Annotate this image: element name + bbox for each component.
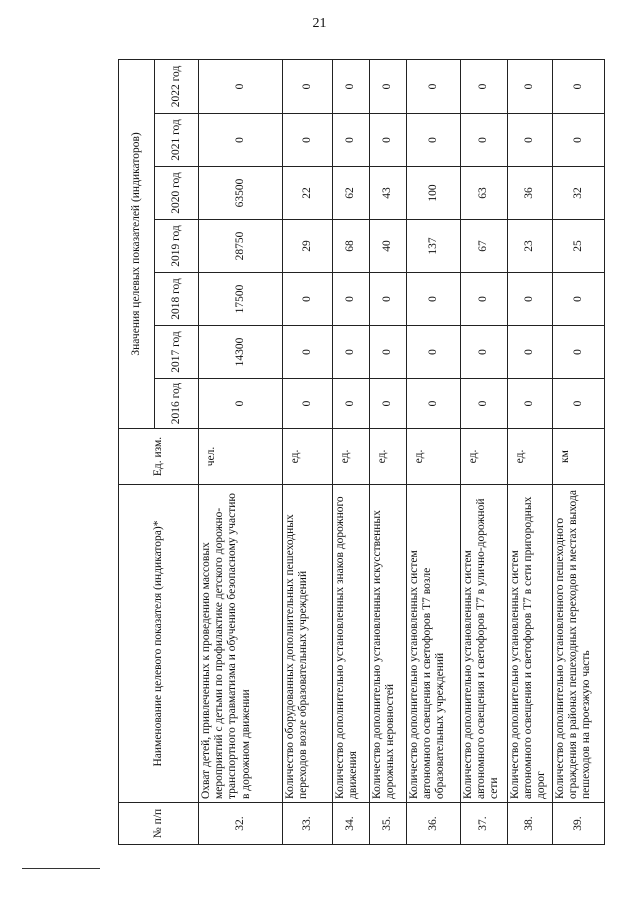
value-cell: 67 [461,220,508,273]
table-row [461,59,508,844]
header-year: 2022 год [155,59,199,113]
value-cell: 29 [283,220,333,273]
unit-cell: ед. [461,429,508,485]
value-cell: 43 [370,167,407,220]
header-year: 2017 год [155,326,199,379]
table-row [508,59,553,844]
value-cell: 0 [407,379,461,429]
value-cell: 0 [283,273,333,326]
table-row [553,59,605,844]
header-year: 2019 год [155,220,199,273]
rotated-table-container [118,60,593,845]
indicator-name: Охват детей, привлеченных к проведению массовых мероприятий с детьми по профилактике детского дорожно-транспортного травматизма и обучению безопасному участию в дорожном движении [199,485,283,803]
indicators-table [118,59,605,845]
value-cell: 0 [370,326,407,379]
row-number: 32. [199,803,283,845]
value-cell: 22 [283,167,333,220]
value-cell: 0 [508,326,553,379]
value-cell: 137 [407,220,461,273]
unit-cell: ед. [283,429,333,485]
header-num: № п/п [119,803,199,845]
value-cell: 0 [333,114,370,167]
table-row [333,59,370,844]
value-cell: 0 [333,273,370,326]
unit-cell: ед. [508,429,553,485]
value-cell: 0 [508,379,553,429]
value-cell: 40 [370,220,407,273]
header-unit: Ед. изм. [119,429,199,485]
value-cell: 63 [461,167,508,220]
value-cell: 0 [333,326,370,379]
header-year: 2016 год [155,379,199,429]
value-cell: 17500 [199,273,283,326]
row-number: 35. [370,803,407,845]
value-cell: 68 [333,220,370,273]
value-cell: 0 [553,59,605,113]
indicator-name: Количество дополнительно установленных систем автономного освещения и светофоров Т7 в сети пригородных дорог [508,485,553,803]
indicator-name: Количество дополнительно установленных искусственных дорожных неровностей [370,485,407,803]
value-cell: 23 [508,220,553,273]
page-number: 21 [312,16,327,31]
table-row [407,59,461,844]
value-cell: 63500 [199,167,283,220]
unit-cell: ед. [333,429,370,485]
value-cell: 0 [461,59,508,113]
header-year: 2018 год [155,273,199,326]
value-cell: 0 [407,59,461,113]
value-cell: 0 [283,326,333,379]
table-row [199,59,283,844]
value-cell: 0 [283,59,333,113]
value-cell: 0 [553,273,605,326]
value-cell: 100 [407,167,461,220]
value-cell: 0 [407,273,461,326]
value-cell: 0 [199,114,283,167]
row-number: 33. [283,803,333,845]
value-cell: 0 [333,59,370,113]
indicator-name: Количество дополнительно установленного пешеходного ограждения в районах пешеходных переходов и местах выхода пешеходов на проезжую часть [553,485,605,803]
footnote-separator [22,868,100,869]
value-cell: 0 [553,114,605,167]
value-cell: 0 [461,114,508,167]
indicator-name: Количество оборудованных дополнительных пешеходных переходов возле образовательных учреждений [283,485,333,803]
value-cell: 0 [283,379,333,429]
value-cell: 0 [461,379,508,429]
row-number: 36. [407,803,461,845]
header-year: 2020 год [155,167,199,220]
value-cell: 0 [370,114,407,167]
row-number: 38. [508,803,553,845]
value-cell: 0 [553,326,605,379]
unit-cell: ед. [370,429,407,485]
value-cell: 36 [508,167,553,220]
value-cell: 0 [199,59,283,113]
row-number: 39. [553,803,605,845]
value-cell: 25 [553,220,605,273]
value-cell: 0 [508,59,553,113]
value-cell: 28750 [199,220,283,273]
header-name: Наименование целевого показателя (индикатора)* [119,485,199,803]
value-cell: 0 [370,59,407,113]
value-cell: 0 [283,114,333,167]
value-cell: 0 [370,379,407,429]
value-cell: 0 [407,114,461,167]
table-row [283,59,333,844]
value-cell: 0 [508,114,553,167]
table-row [370,59,407,844]
value-cell: 32 [553,167,605,220]
value-cell: 0 [508,273,553,326]
header-year: 2021 год [155,114,199,167]
value-cell: 0 [461,326,508,379]
value-cell: 0 [553,379,605,429]
indicator-name: Количество дополнительно установленных систем автономного освещения и светофоров Т7 в улично-дорожной сети [461,485,508,803]
unit-cell: км [553,429,605,485]
indicator-name: Количество дополнительно установленных знаков дорожного движения [333,485,370,803]
row-number: 37. [461,803,508,845]
row-number: 34. [333,803,370,845]
value-cell: 62 [333,167,370,220]
value-cell: 0 [199,379,283,429]
value-cell: 0 [407,326,461,379]
value-cell: 14300 [199,326,283,379]
unit-cell: чел. [199,429,283,485]
header-values-group: Значения целевых показателей (индикаторов) [119,59,155,428]
value-cell: 0 [370,273,407,326]
unit-cell: ед. [407,429,461,485]
indicator-name: Количество дополнительно установленных систем автономного освещения и светофоров Т7 возле образовательных учреждений [407,485,461,803]
value-cell: 0 [461,273,508,326]
value-cell: 0 [333,379,370,429]
